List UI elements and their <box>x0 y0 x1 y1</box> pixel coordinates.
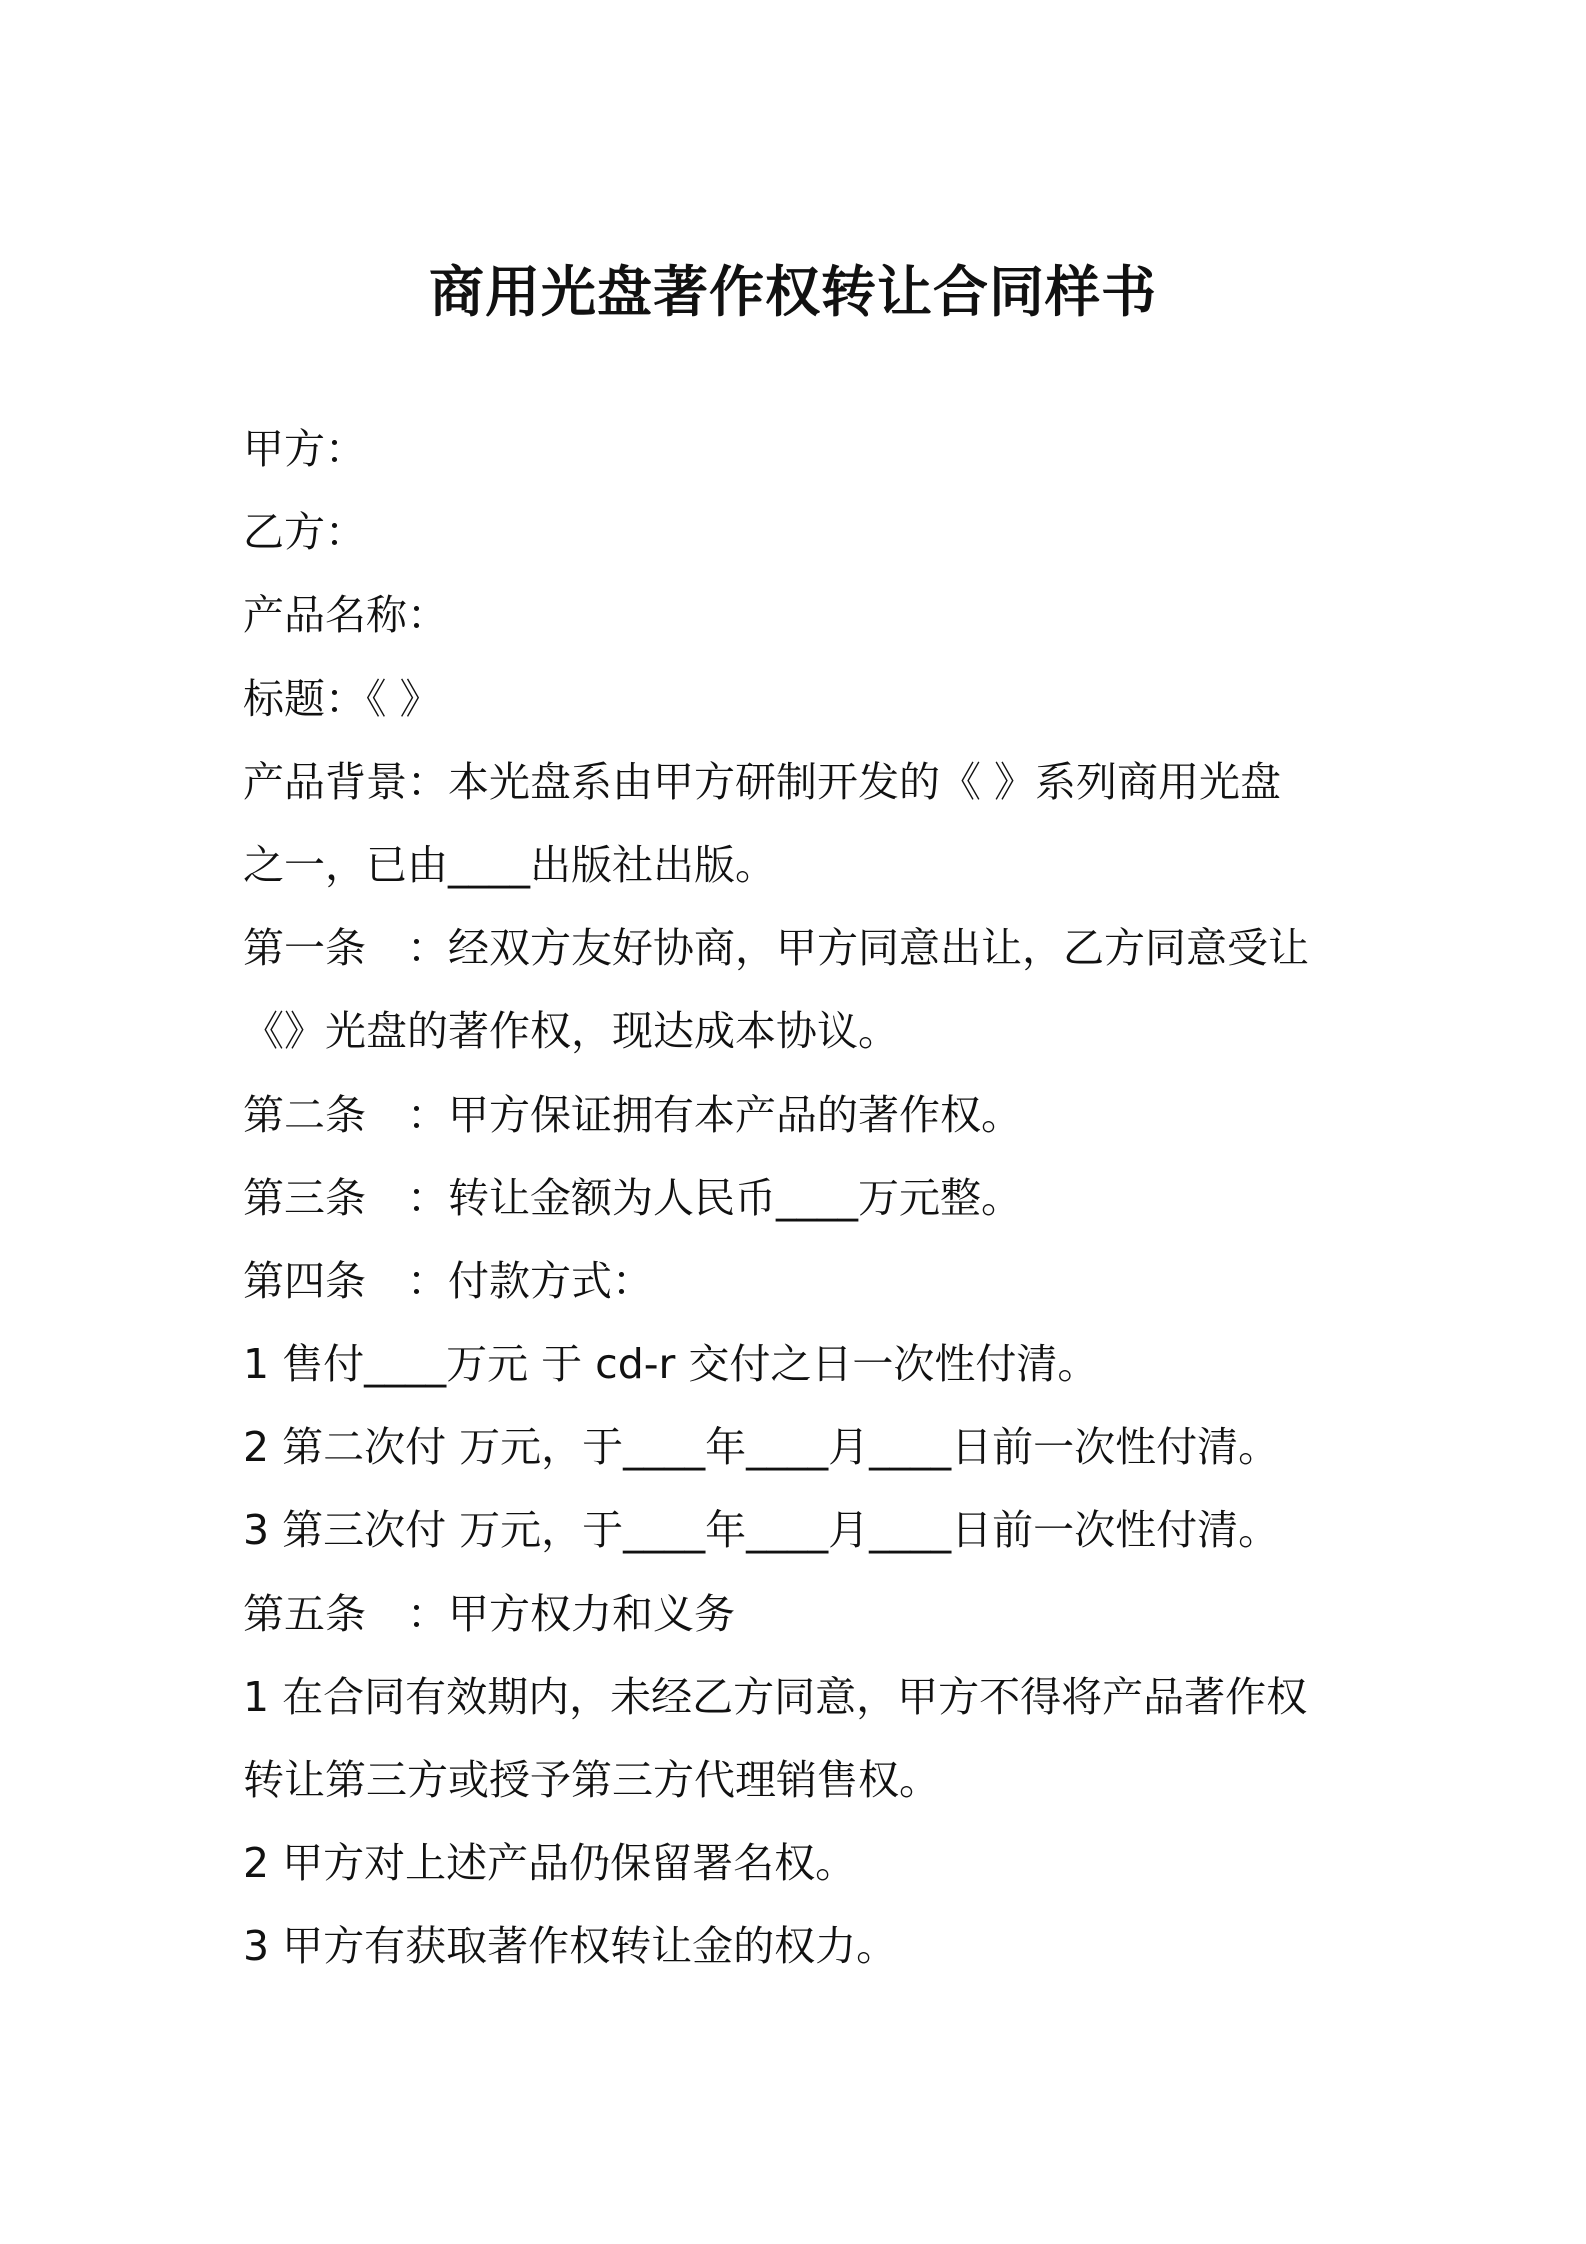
obligation-item-1-line-2: 转让第三方或授予第三方代理销售权。 <box>243 1756 940 1804</box>
background-line-2: 之一，已由____出版社出版。 <box>243 840 776 889</box>
product-name-line: 产品名称： <box>243 591 448 640</box>
article-5-line: 第五条 ：甲方权力和义务 <box>243 1589 735 1638</box>
payment-item-2: 2 第二次付 万元，于____年____月____日前一次性付清。 <box>243 1423 1280 1472</box>
article-2-line: 第二条 ：甲方保证拥有本产品的著作权。 <box>243 1090 1022 1139</box>
party-a-line: 甲方： <box>243 425 366 473</box>
obligation-item-2: 2 甲方对上述产品仍保留署名权。 <box>243 1839 857 1888</box>
payment-item-3: 3 第三次付 万元，于____年____月____日前一次性付清。 <box>243 1506 1280 1555</box>
title-line: 标题：《 》 <box>243 674 441 723</box>
obligation-item-1-line-1: 1 在合同有效期内，未经乙方同意，甲方不得将产品著作权 <box>243 1672 1308 1721</box>
article-1-line-2: 《》光盘的著作权，现达成本协议。 <box>243 1007 899 1056</box>
article-1-line-1: 第一条 ：经双方友好协商，甲方同意出让，乙方同意受让 <box>243 924 1309 973</box>
obligation-item-3: 3 甲方有获取著作权转让金的权力。 <box>243 1922 898 1971</box>
payment-item-1: 1 售付____万元 于 cd-r 交付之日一次性付清。 <box>243 1340 1099 1389</box>
background-line-1: 产品背景：本光盘系由甲方研制开发的《 》系列商用光盘 <box>243 757 1282 806</box>
article-3-line: 第三条 ：转让金额为人民币____万元整。 <box>243 1173 1022 1222</box>
document-title: 商用光盘著作权转让合同样书 <box>428 260 1157 324</box>
party-b-line: 乙方： <box>243 508 366 557</box>
article-4-line: 第四条 ：付款方式： <box>243 1256 653 1305</box>
document-body <box>243 408 1358 1989</box>
